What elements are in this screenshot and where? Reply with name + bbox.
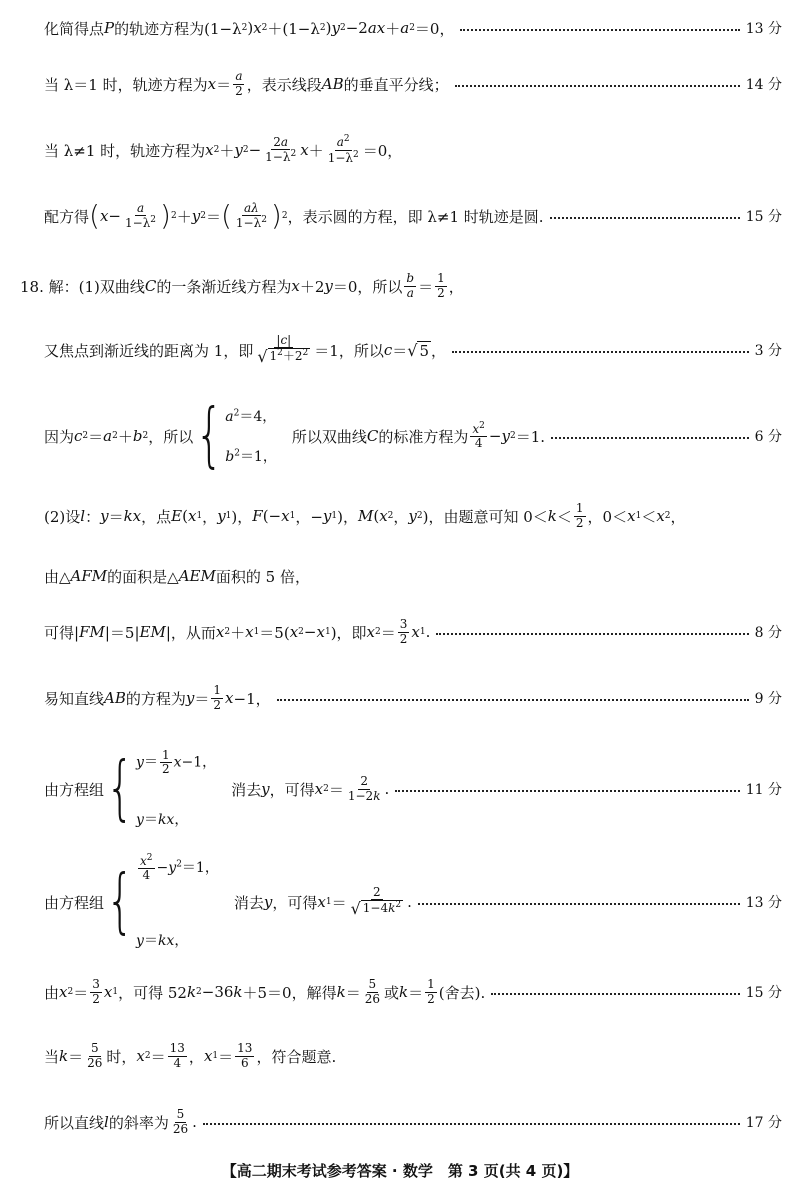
solution-line-8: (2)设 l ： y ＝ kx ，点 E ( x 1 ， y 1 )， F (− x 1 ，− y 1 )， M ( x 2 ， y 2 )，由题意可知 0＜ k ＜ $\frac{1}{2}$ ，0＜ x 1 ＜ x 2 ， — [44, 501, 686, 530]
solution-line-7: 因为 c 2 ＝ a 2 ＋ b 2 ，所以 { $a^2=4$， $b^2=1$， 所以双曲线 C 的标准方程为 $\frac{x^2}{4}$ − y 2 ＝1. 6 分 — [44, 394, 782, 476]
score-label: 13 分 — [745, 21, 782, 37]
solution-line-10: 可得| FM |＝5| EM |，从而 x 2 ＋ x 1 ＝5( x 2 − x 1 )，即 x 2 ＝ $\frac{3}{2}$ x 1 . 8 分 — [44, 617, 782, 646]
leader-dots — [550, 217, 740, 219]
score-label: 14 分 — [745, 77, 782, 93]
score-label: 15 分 — [745, 985, 782, 1001]
solution-line-12: 由方程组 { y＝ $\frac{1}{2}$ x−1， y＝kx， 消去 y ，可得 x 2 ＝ $\frac{2}{1-2k}$ . 11 分 — [44, 747, 782, 829]
score-label: 3 分 — [754, 343, 782, 359]
solution-line-6: 又焦点到渐近线的距离为 1，即 |c| √ $1^2+2^2$ ＝1，所以 c ＝ √ 5 ， 3 分 — [44, 333, 782, 367]
score-label: 15 分 — [745, 209, 782, 225]
score-label: 6 分 — [754, 429, 782, 445]
solution-line-11: 易知直线 AB 的方程为 y ＝ $\frac{1}{2}$ x −1， 9 分 — [44, 683, 782, 712]
score-label: 9 分 — [754, 691, 782, 707]
leader-dots — [436, 633, 748, 635]
score-label: 17 分 — [745, 1115, 782, 1131]
solution-line-16: 所以直线 l 的斜率为 $\frac{5}{26}$ . 17 分 — [44, 1107, 782, 1136]
solution-line-3: 当 λ≠1 时，轨迹方程为 x 2 ＋ y 2 − $\frac{2a}{1-\lambda^2}$ x ＋ $\frac{a^2}{1-\lambda^2}$ ＝0， — [44, 134, 403, 165]
leader-dots — [418, 903, 740, 905]
solution-line-1: 化简得点 P 的轨迹方程为(1−λ 2 ) x 2 ＋(1−λ 2 ) y 2 −2 ax ＋ a 2 ＝0， 13 分 — [44, 19, 782, 38]
leader-dots — [395, 790, 739, 792]
score-label: 13 分 — [745, 895, 782, 911]
solution-line-2: 当 λ＝1 时，轨迹方程为 x ＝ $\frac{a}{2}$ ，表示线段 AB 的垂直平分线； 14 分 — [44, 69, 782, 98]
leader-dots — [491, 993, 739, 995]
score-label: 8 分 — [754, 625, 782, 641]
leader-dots — [277, 699, 749, 701]
solution-line-14: 由 x 2 ＝ $\frac{3}{2}$ x 1 ，可得 52 k 2 −36 k ＋5＝0，解得 k ＝ $\frac{5}{26}$ 或 k ＝ $\frac{1}{2}$ (舍去). 15 分 — [44, 977, 782, 1006]
page-footer: 【高二期末考试参考答案 · 数学 第 3 页(共 4 页)】 — [221, 1162, 579, 1180]
leader-dots — [460, 29, 739, 31]
solution-line-15: 当 k ＝ $\frac{5}{26}$ 时， x 2 ＝ $\frac{13}{4}$ ， x 1 ＝ $\frac{13}{6}$ ，符合题意. — [44, 1041, 337, 1070]
solution-line-13: 由方程组 { $\frac{x^2}{4}$ $-y^2=1$， y＝kx， 消去 y ，可得 x 1 ＝ 2 √ $1-4k^2$ . 13 分 — [44, 853, 782, 949]
solution-line-4: 配方得 ( x − $\frac{a}{1-\lambda^2}$ ) 2 ＋ y 2 ＝ ( $\frac{a\lambda}{1-\lambda^2}$ ) 2 ，表示圆的方程，即 λ≠1 时轨迹是圆. 15 分 — [44, 199, 782, 232]
score-label: 11 分 — [745, 782, 782, 798]
leader-dots — [452, 351, 749, 353]
leader-dots — [551, 437, 749, 439]
solution-line-9: 由△ AFM 的面积是△ AEM 面积的 5 倍， — [44, 567, 310, 586]
leader-dots — [203, 1123, 740, 1125]
solution-line-5: 18. 解：(1)双曲线 C 的一条渐近线方程为 x ＋2 y ＝0，所以 $\frac{b}{a}$ ＝ $\frac{1}{2}$ ， — [20, 271, 464, 300]
leader-dots — [455, 85, 740, 87]
